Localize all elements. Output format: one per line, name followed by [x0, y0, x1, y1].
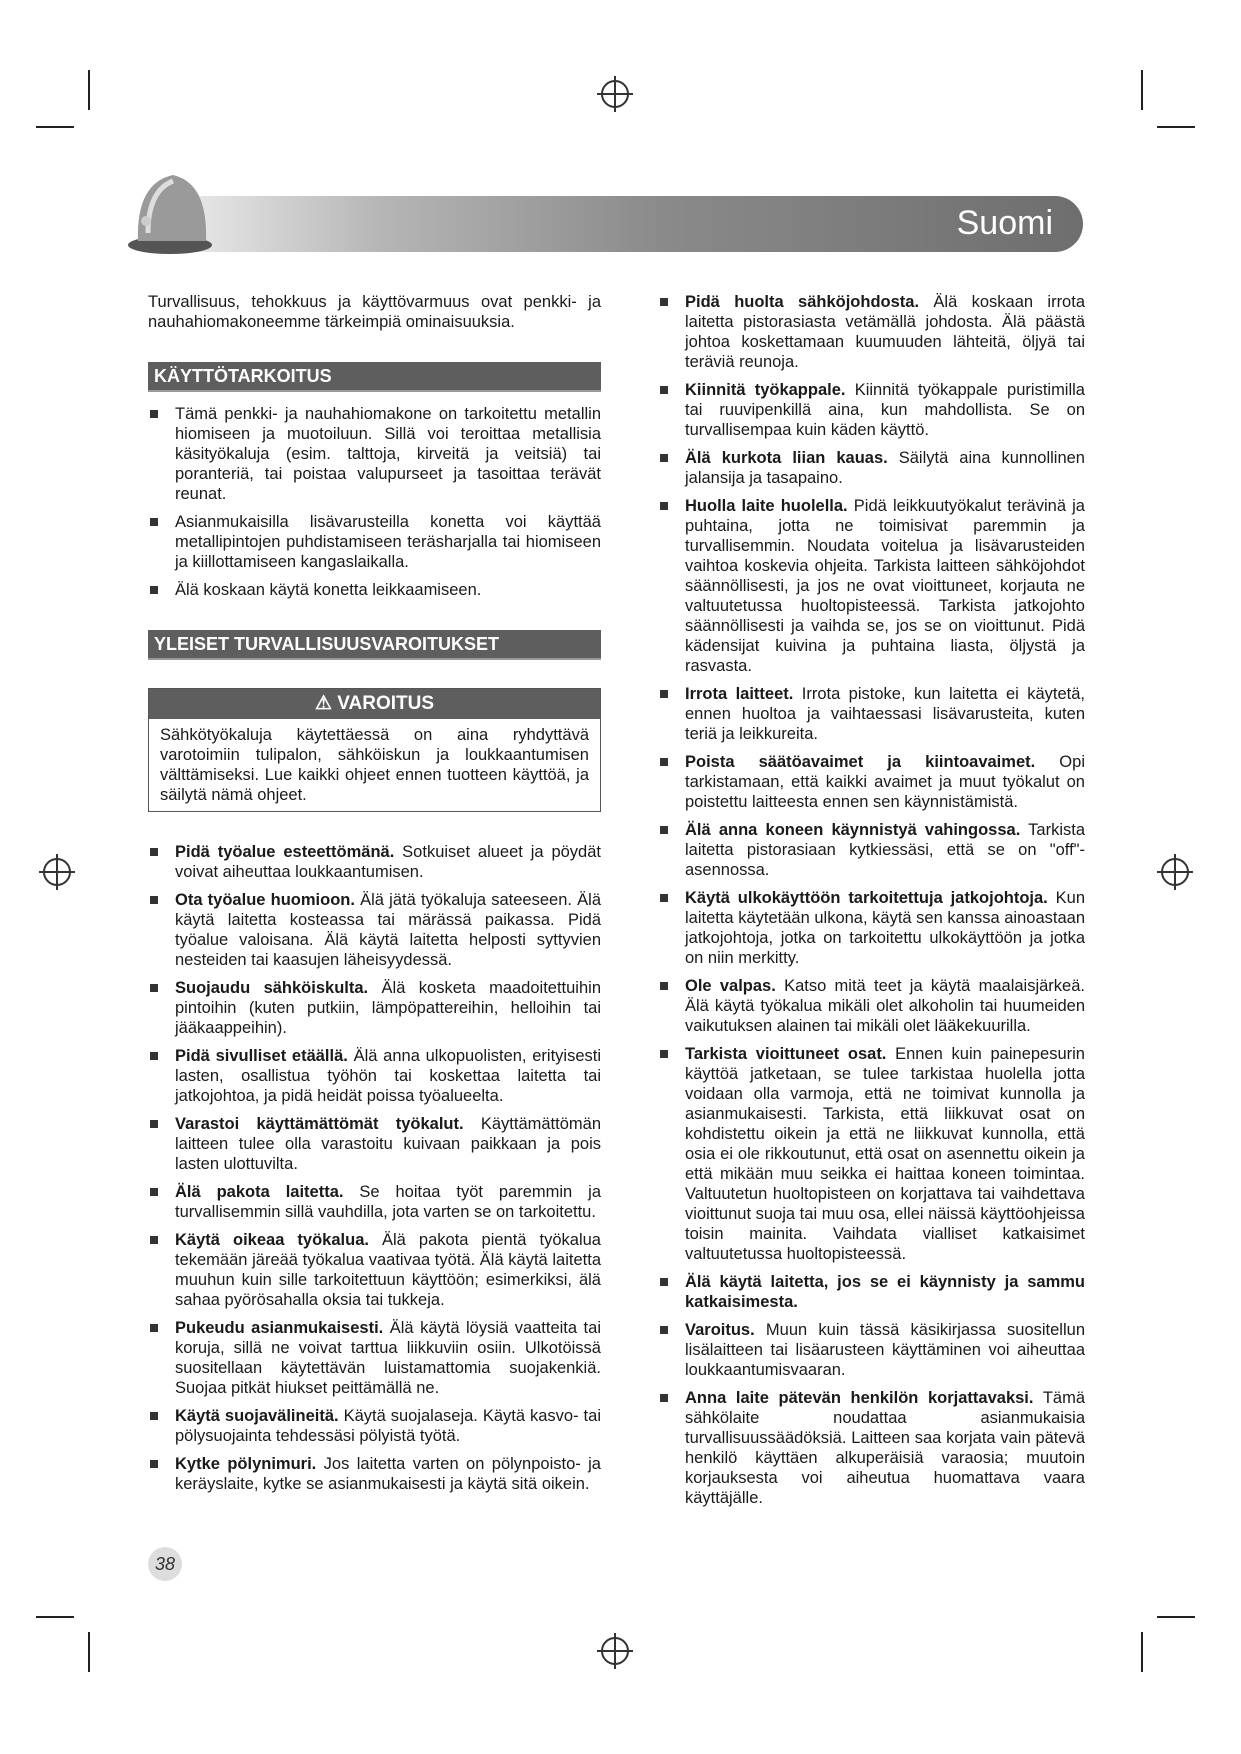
warning-text: Sähkötyökaluja käytettäessä on aina ryhdyttävä varotoimiin tulipalon, sähköiskun ja loukkaantumisen välttämiseksi. Lue kaikki ohjeet ennen tuotteen käyttöä, ja säilytä nämä ohjeet.	[160, 726, 589, 804]
list-item	[658, 380, 1085, 440]
list-item	[658, 1388, 1085, 1508]
list-item	[148, 890, 601, 970]
item-heading: Ole valpas.	[685, 977, 776, 995]
item-text: Säilytä aina kunnollinen jalansija ja tasapaino.	[685, 449, 1085, 487]
list-item	[148, 1114, 601, 1174]
crop-mark	[1157, 126, 1195, 128]
list-item	[148, 404, 601, 504]
warning-triangle-icon: ⚠	[314, 693, 332, 714]
registration-mark-icon	[1161, 858, 1189, 886]
list-item	[148, 580, 601, 600]
list-item	[658, 1272, 1085, 1312]
item-text: Älä anna ulkopuolisten, erityisesti lasten, osallistua työhön tai koskettaa laitetta tai jatkojohtoa, ja pidä heidät poissa työalueelta.	[175, 1047, 601, 1105]
language-header-band	[150, 196, 1083, 252]
section-heading-general-safety: YLEISET TURVALLISUUSVAROITUKSET	[148, 630, 601, 660]
right-column	[658, 292, 1085, 1516]
item-text: Älä koskaan irrota laitetta pistorasiasta vetämällä johdosta. Älä päästä johtoa koskettamaan kuumuuden lähteitä, öljyä tai teräviä reunoja.	[685, 293, 1085, 371]
list-item	[148, 842, 601, 882]
item-heading: Varoitus.	[685, 1321, 755, 1339]
item-text: Pidä leikkuutyökalut terävinä ja puhtaina, jotta ne toimisivat paremmin ja turvallisemmin. Noudata voitelua ja lisävarusteiden vaihtoa koskevia ohjeita. Tarkista laitteen sähköjohdot säännöllisesti, ja jos ne ovat vioittuneet, korjauta ne valtuutetussa huoltopisteessä. Tarkista jatkojohto säännöllisesti ja vaihda se, jos se on vioittunut. Pidä kädensijat kuivina ja puhtaina liasta, öljystä ja rasvasta.	[685, 497, 1085, 675]
intended-use-list	[148, 404, 601, 600]
item-heading: Suojaudu sähköiskulta.	[175, 979, 369, 997]
warning-title-text: VAROITUS	[337, 693, 435, 714]
list-item	[658, 684, 1085, 744]
item-heading: Irrota laitteet.	[685, 685, 794, 703]
safety-list-left	[148, 842, 601, 1494]
list-item	[658, 888, 1085, 968]
list-item	[148, 512, 601, 572]
item-text: Opi tarkistamaan, että kaikki avaimet ja muut työkalut on poistettu laitteesta ennen sen käynnistämistä.	[685, 753, 1085, 811]
list-item	[658, 1320, 1085, 1380]
safety-list-right	[658, 292, 1085, 1508]
list-item	[148, 1182, 601, 1222]
registration-mark-icon	[43, 858, 71, 886]
item-text: Käytä suojalaseja. Käytä kasvo- tai pölysuojainta tehdessäsi pölyistä työtä.	[175, 1407, 601, 1445]
crop-mark	[1141, 1632, 1143, 1672]
item-text: Tämä sähkölaite noudattaa asianmukaisia turvallisuussäädöksiä. Laitteen saa korjata vain pätevä henkilö käyttäen alkuperäisiä varaosia; muutoin korjauksesta voi aiheutua huomattava vaara käyttäjälle.	[685, 1389, 1085, 1507]
item-heading: Huolla laite huolella.	[685, 497, 848, 515]
page-number: 38	[148, 1547, 182, 1581]
item-text: Ennen kuin painepesurin käyttöä jatketaan, se tulee tarkistaa huolella jotta voidaan olla varmoja, että ne toimivat kunnolla ja asianmukaisesti. Tarkista, että liikkuvat osat on kohdistettu oikein ja että ne liikkuvat kunnolla, että osia ei ole rikkoutunut, että osat on asennettu oikein ja että mikään muu seikka ei haittaa koneen toimintaa. Valtuutetun huoltopisteen on korjattava tai vaihdettava vioittunut suoja tai muu osa, ellei näissä käyttöohjeissa toisin mainita. Vaihdata vialliset katkaisimet valtuutetussa huoltopisteessä.	[685, 1045, 1085, 1263]
warning-box	[148, 688, 601, 812]
list-item	[148, 1046, 601, 1106]
item-text: Muun kuin tässä käsikirjassa suositellun lisälaitteen tai lisäarusteen käyttäminen voi aiheuttaa loukkaantumisvaaran.	[685, 1321, 1085, 1379]
crop-mark	[1157, 1616, 1195, 1618]
item-heading: Älä käytä laitetta, jos se ei käynnisty ja sammu katkaisimesta.	[685, 1273, 1085, 1311]
item-heading: Älä anna koneen käynnistyä vahingossa.	[685, 821, 1021, 839]
item-heading: Pidä sivulliset etäällä.	[175, 1047, 348, 1065]
item-text: Katso mitä teet ja käytä maalaisjärkeä. Älä käytä työkalua mikäli olet alkoholin tai huumeiden vaikutuksen alainen tai mikäli olet lääkekuurilla.	[685, 977, 1085, 1035]
item-text: Älä käytä löysiä vaatteita tai koruja, sillä ne voivat tarttua liikkuviin osiin. Ulkotöissä suositellaan käytettävän luistamattomia suojakenkiä. Suojaa pitkät hiukset peittämällä ne.	[175, 1319, 601, 1397]
item-heading: Varastoi käyttämättömät työkalut.	[175, 1115, 464, 1133]
list-item	[148, 1406, 601, 1446]
list-item	[658, 448, 1085, 488]
safety-helmet-icon	[118, 163, 213, 258]
crop-mark	[88, 1632, 90, 1672]
item-text: Tarkista laitetta pistorasiaan kytkiessäsi, että se on "off"-asennossa.	[685, 821, 1085, 879]
list-item	[658, 976, 1085, 1036]
item-heading: Käytä ulkokäyttöön tarkoitettuja jatkojohtoja.	[685, 889, 1048, 907]
list-item	[658, 820, 1085, 880]
crop-mark	[36, 1616, 74, 1618]
crop-mark	[88, 70, 90, 110]
list-item	[148, 978, 601, 1038]
item-text: Älä koskaan käytä konetta leikkaamiseen.	[175, 581, 482, 599]
registration-mark-icon	[601, 80, 629, 108]
list-item	[658, 496, 1085, 676]
list-item	[658, 292, 1085, 372]
item-heading: Kiinnitä työkappale.	[685, 381, 846, 399]
item-heading: Poista säätöavaimet ja kiintoavaimet.	[685, 753, 1036, 771]
list-item	[148, 1318, 601, 1398]
left-column	[148, 292, 601, 1502]
item-heading: Tarkista vioittuneet osat.	[685, 1045, 887, 1063]
item-text: Tämä penkki- ja nauhahiomakone on tarkoitettu metallin hiomiseen ja muotoiluun. Sillä voi teroittaa metallisia käsityökaluja (esim. talttoja, kirveitä ja veitsiä) tai poranteriä, tai poistaa valupurseet ja tasoittaa terävät reunat.	[175, 405, 601, 503]
item-heading: Kytke pölynimuri.	[175, 1455, 317, 1473]
item-heading: Käytä oikeaa työkalua.	[175, 1231, 369, 1249]
item-text: Kun laitetta käytetään ulkona, käytä sen kanssa ainoastaan jatkojohtoja, jotka on tarkoitettu ulkokäyttöön ja jotka on niin merkitty.	[685, 889, 1085, 967]
crop-mark	[36, 126, 74, 128]
intro-text: Turvallisuus, tehokkuus ja käyttövarmuus ovat penkki- ja nauhahiomakoneemme tärkeimpiä ominaisuuksia.	[148, 293, 601, 331]
item-heading: Pukeudu asianmukaisesti.	[175, 1319, 384, 1337]
list-item	[658, 1044, 1085, 1264]
item-text: Jos laitetta varten on pölynpoisto- ja keräyslaite, kytke se asianmukaisesti ja käytä sitä oikein.	[175, 1455, 601, 1493]
item-heading: Ota työalue huomioon.	[175, 891, 355, 909]
warning-title	[149, 689, 600, 719]
item-text: Irrota pistoke, kun laitetta ei käytetä, ennen huoltoa ja vaihtaessasi lisävarusteita, kuten teriä ja leikkureita.	[685, 685, 1085, 743]
item-heading: Anna laite pätevän henkilön korjattavaksi.	[685, 1389, 1034, 1407]
item-heading: Älä kurkota liian kauas.	[685, 449, 888, 467]
item-heading: Älä pakota laitetta.	[175, 1183, 344, 1201]
item-text: Älä jätä työkaluja sateeseen. Älä käytä laitetta kosteassa tai märässä paikassa. Pidä työalue valoisana. Älä käytä laitetta helposti syttyvien nesteiden tai kaasujen läheisyydessä.	[175, 891, 601, 969]
item-text: Sotkuiset alueet ja pöydät voivat aiheuttaa loukkaantumisen.	[175, 843, 601, 881]
item-heading: Pidä huolta sähköjohdosta.	[685, 293, 920, 311]
item-text: Käyttämättömän laitteen tulee olla varastoitu kuivaan paikkaan ja pois lasten ulottuvilta.	[175, 1115, 602, 1173]
item-text: Se hoitaa työt paremmin ja turvallisemmin sillä vauhdilla, jota varten se on tarkoitettu.	[175, 1183, 601, 1221]
section-heading-intended-use: KÄYTTÖTARKOITUS	[148, 362, 601, 392]
item-text: Älä kosketa maadoitettuihin pintoihin (kuten putkiin, lämpöpattereihin, helloihin tai jääkaappeihin).	[175, 979, 601, 1037]
item-text: Kiinnitä työkappale puristimilla tai ruuvipenkillä aina, kun mahdollista. Se on turvallisempaa kuin käden käyttö.	[685, 381, 1085, 439]
list-item	[658, 752, 1085, 812]
list-item	[148, 1230, 601, 1310]
list-item	[148, 1454, 601, 1494]
crop-mark	[1141, 70, 1143, 110]
registration-mark-icon	[601, 1637, 629, 1665]
item-text: Asianmukaisilla lisävarusteilla konetta voi käyttää metallipintojen puhdistamiseen teräsharjalla tai hiomiseen ja kiillottamiseen kangaslaikalla.	[175, 513, 601, 571]
item-heading: Käytä suojavälineitä.	[175, 1407, 339, 1425]
item-text: Älä pakota pientä työkalua tekemään järeää työkalua vaativaa työtä. Älä käytä laitetta muuhun kuin sille tarkoitettuun käyttöön; esimerkiksi, älä sahaa pyörösahalla oksia tai tukkeja.	[175, 1231, 601, 1309]
language-title: Suomi	[956, 204, 1053, 242]
item-heading: Pidä työalue esteettömänä.	[175, 843, 395, 861]
